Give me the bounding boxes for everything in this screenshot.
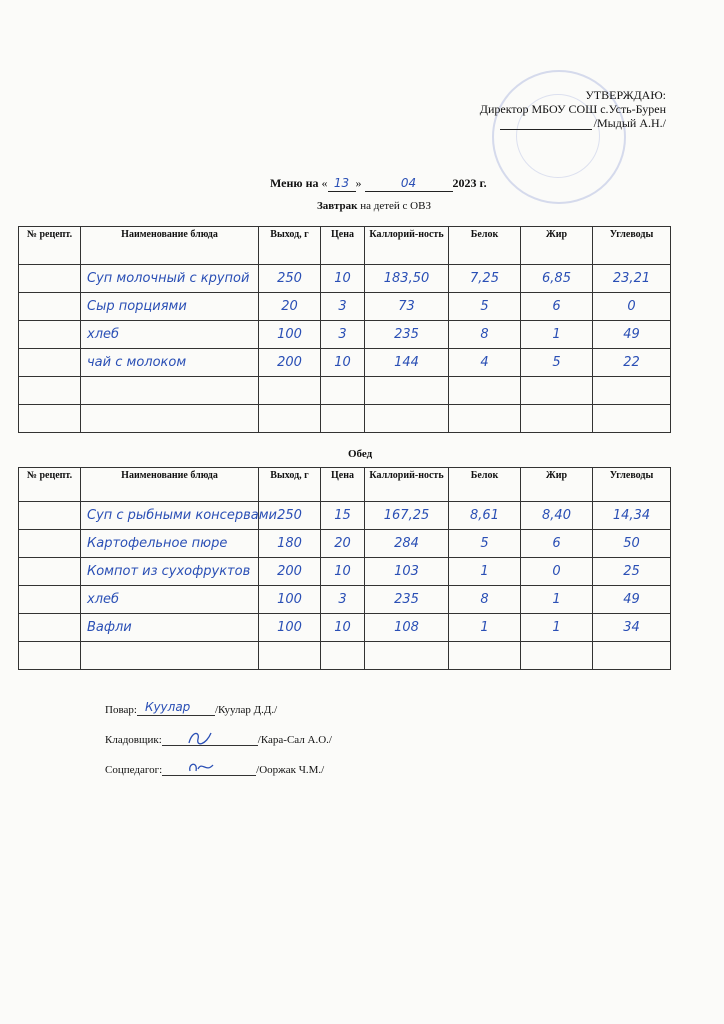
storekeeper-signature-icon — [186, 729, 214, 747]
storekeeper-name: /Кара-Сал А.О./ — [257, 734, 332, 746]
director-signature-line — [500, 118, 592, 130]
cell-calories: 183,50 — [365, 265, 449, 293]
cell-carbs: 50 — [593, 530, 671, 558]
footer-cook: Повар: Куулар /Куулар Д.Д./ — [105, 700, 278, 716]
cell-fat: 5 — [521, 349, 593, 377]
cell-yield: 100 — [259, 586, 321, 614]
col-header-protein: Белок — [449, 468, 521, 502]
cell-price: 10 — [321, 349, 365, 377]
cell-carbs — [593, 405, 671, 433]
table-row — [19, 502, 671, 530]
cell-recipe — [19, 377, 81, 405]
cell-carbs: 22 — [593, 349, 671, 377]
cell-recipe — [19, 614, 81, 642]
cell-dish — [81, 377, 259, 405]
cell-price: 10 — [321, 558, 365, 586]
cell-recipe — [19, 502, 81, 530]
cell-dish: Суп молочный с крупой — [81, 265, 259, 293]
col-header-dish: Наименование блюда — [81, 227, 259, 265]
cell-carbs: 34 — [593, 614, 671, 642]
cell-calories — [365, 377, 449, 405]
cell-price: 10 — [321, 265, 365, 293]
table-row — [19, 586, 671, 614]
cell-yield: 200 — [259, 558, 321, 586]
col-header-carbs: Углеводы — [593, 468, 671, 502]
cell-protein: 5 — [449, 530, 521, 558]
cell-carbs — [593, 642, 671, 670]
col-header-yield: Выход, г — [259, 468, 321, 502]
cell-yield: 250 — [259, 265, 321, 293]
cell-yield — [259, 405, 321, 433]
menu-month: 04 — [365, 176, 453, 192]
approval-block — [480, 88, 666, 130]
approval-position: Директор МБОУ СОШ с.Усть-Бурен — [479, 102, 666, 116]
cook-name: /Куулар Д.Д./ — [214, 704, 278, 716]
cell-dish — [81, 405, 259, 433]
menu-year: 2023 г. — [452, 176, 487, 190]
col-header-fat: Жир — [521, 227, 593, 265]
lunch-table — [18, 467, 671, 670]
cell-recipe — [19, 265, 81, 293]
cell-dish: Сыр порциями — [81, 293, 259, 321]
cell-recipe — [19, 586, 81, 614]
cell-protein: 1 — [449, 614, 521, 642]
col-header-dish: Наименование блюда — [81, 468, 259, 502]
cell-protein: 8,61 — [449, 502, 521, 530]
col-header-fat: Жир — [521, 468, 593, 502]
cell-protein: 8 — [449, 321, 521, 349]
cell-fat: 0 — [521, 558, 593, 586]
storekeeper-signature-line — [162, 733, 258, 746]
table-row — [19, 377, 671, 405]
table-row — [19, 530, 671, 558]
lunch-title: Обед — [348, 448, 373, 460]
cook-signature: Куулар — [144, 700, 191, 714]
cell-calories: 235 — [365, 321, 449, 349]
cell-calories: 108 — [365, 614, 449, 642]
col-header-recipe: № рецепт. — [19, 468, 81, 502]
cell-yield: 100 — [259, 321, 321, 349]
cell-dish: Компот из сухофруктов — [81, 558, 259, 586]
col-header-price: Цена — [321, 227, 365, 265]
cell-protein — [449, 377, 521, 405]
cell-carbs: 25 — [593, 558, 671, 586]
menu-day: 13 — [328, 176, 356, 192]
table-row — [19, 265, 671, 293]
col-header-calories: Каллорий-ность — [365, 227, 449, 265]
table-row — [19, 405, 671, 433]
cell-yield: 20 — [259, 293, 321, 321]
cell-yield: 180 — [259, 530, 321, 558]
cell-protein: 7,25 — [449, 265, 521, 293]
cell-protein: 1 — [449, 558, 521, 586]
cell-carbs — [593, 377, 671, 405]
col-header-yield: Выход, г — [259, 227, 321, 265]
col-header-protein: Белок — [449, 227, 521, 265]
cell-yield — [259, 642, 321, 670]
cell-price: 3 — [321, 321, 365, 349]
footer-storekeeper: Кладовщик: /Кара-Сал А.О./ — [105, 733, 332, 746]
footer-social-pedagogue: Соцпедагог: /Ооржак Ч.М./ — [105, 763, 324, 776]
table-row — [19, 614, 671, 642]
table-row — [19, 321, 671, 349]
cell-protein: 8 — [449, 586, 521, 614]
cell-yield: 100 — [259, 614, 321, 642]
cell-carbs: 49 — [593, 586, 671, 614]
cell-price: 20 — [321, 530, 365, 558]
cell-recipe — [19, 293, 81, 321]
pedagogue-name: /Ооржак Ч.М./ — [256, 764, 325, 776]
cell-fat — [521, 377, 593, 405]
cell-recipe — [19, 405, 81, 433]
cell-dish: хлеб — [81, 586, 259, 614]
cell-dish: Вафли — [81, 614, 259, 642]
cell-recipe — [19, 349, 81, 377]
cell-fat: 6 — [521, 530, 593, 558]
cell-yield: 250 — [259, 502, 321, 530]
cell-recipe — [19, 321, 81, 349]
cell-protein — [449, 642, 521, 670]
pedagogue-signature-line — [162, 763, 256, 776]
cell-fat — [521, 642, 593, 670]
cell-carbs: 23,21 — [593, 265, 671, 293]
cell-price — [321, 405, 365, 433]
table-header-row — [19, 468, 671, 502]
cell-carbs: 49 — [593, 321, 671, 349]
cell-calories — [365, 642, 449, 670]
cell-fat: 6,85 — [521, 265, 593, 293]
approval-heading: УТВЕРЖДАЮ: — [585, 88, 666, 102]
table-row — [19, 349, 671, 377]
cell-fat: 1 — [521, 614, 593, 642]
col-header-recipe: № рецепт. — [19, 227, 81, 265]
cell-dish: хлеб — [81, 321, 259, 349]
cell-fat — [521, 405, 593, 433]
table-header-row — [19, 227, 671, 265]
table-row — [19, 642, 671, 670]
breakfast-title: Завтрак на детей с ОВЗ — [317, 200, 431, 212]
menu-title-prefix: Меню на — [270, 176, 319, 190]
cell-price: 3 — [321, 586, 365, 614]
col-header-carbs: Углеводы — [593, 227, 671, 265]
pedagogue-signature-icon — [186, 759, 216, 777]
cell-calories — [365, 405, 449, 433]
cell-price — [321, 377, 365, 405]
table-row — [19, 293, 671, 321]
cell-carbs: 0 — [593, 293, 671, 321]
cell-recipe — [19, 558, 81, 586]
cell-recipe — [19, 642, 81, 670]
cell-calories: 235 — [365, 586, 449, 614]
cell-dish: Картофельное пюре — [81, 530, 259, 558]
cell-dish: чай с молоком — [81, 349, 259, 377]
cell-price — [321, 642, 365, 670]
cell-price: 3 — [321, 293, 365, 321]
cell-dish: Суп с рыбными консервами — [81, 502, 259, 530]
cell-calories: 284 — [365, 530, 449, 558]
cell-calories: 103 — [365, 558, 449, 586]
cell-carbs: 14,34 — [593, 502, 671, 530]
cell-protein: 5 — [449, 293, 521, 321]
cell-yield — [259, 377, 321, 405]
cell-fat: 1 — [521, 321, 593, 349]
cell-price: 10 — [321, 614, 365, 642]
cell-yield: 200 — [259, 349, 321, 377]
cell-dish — [81, 642, 259, 670]
cell-fat: 1 — [521, 586, 593, 614]
cell-calories: 144 — [365, 349, 449, 377]
cell-recipe — [19, 530, 81, 558]
cell-protein — [449, 405, 521, 433]
breakfast-table — [18, 226, 671, 433]
cell-fat: 8,40 — [521, 502, 593, 530]
cell-protein: 4 — [449, 349, 521, 377]
cell-fat: 6 — [521, 293, 593, 321]
table-row — [19, 558, 671, 586]
cell-calories: 73 — [365, 293, 449, 321]
cook-signature-line — [137, 700, 215, 716]
col-header-calories: Каллорий-ность — [365, 468, 449, 502]
director-name: /Мыдый А.Н./ — [593, 116, 666, 130]
cell-calories: 167,25 — [365, 502, 449, 530]
col-header-price: Цена — [321, 468, 365, 502]
cell-price: 15 — [321, 502, 365, 530]
menu-title: Меню на « 13 » 04 2023 г. — [270, 176, 487, 190]
